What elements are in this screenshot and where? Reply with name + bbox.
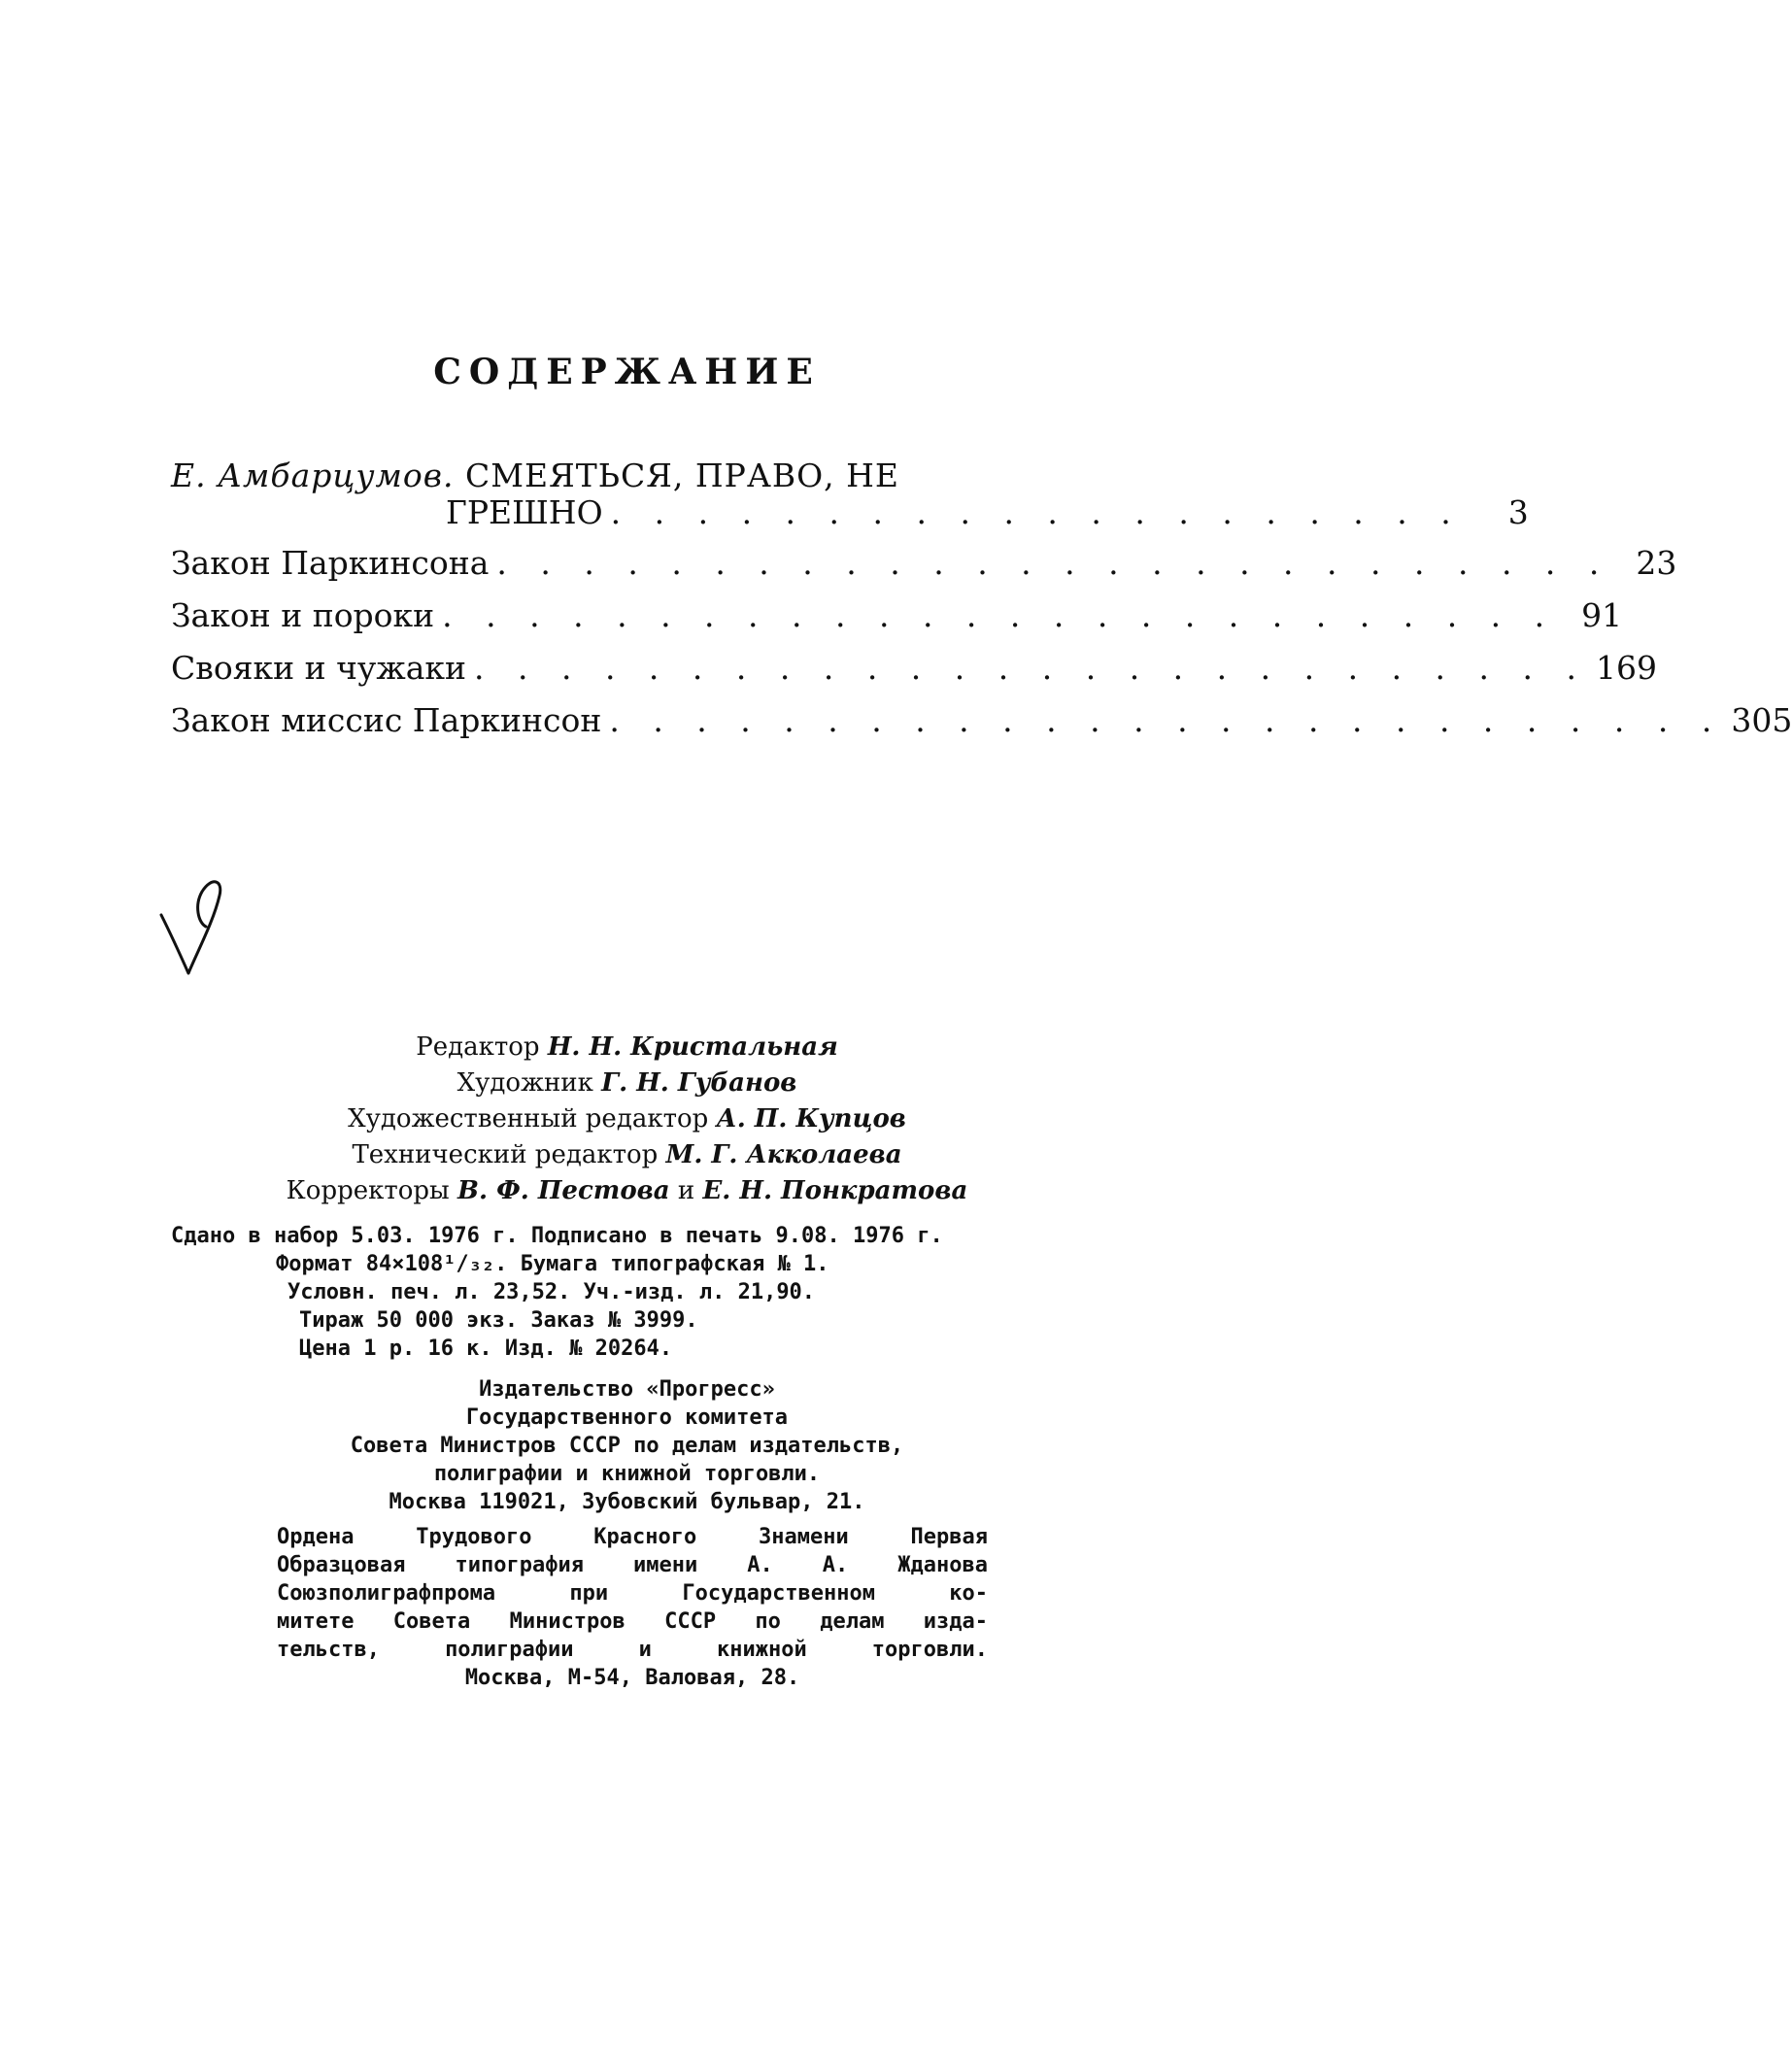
toc-entry-label: Закон и пороки — [171, 596, 435, 634]
printer-line: Ордена Трудового Красного Знамени Первая — [277, 1525, 988, 1549]
publisher-line: Издательство «Прогресс» — [479, 1377, 775, 1402]
toc-entry-page: 91 — [1581, 596, 1623, 634]
imprint-line: Условн. печ. л. 23,52. Уч.-изд. л. 21,90. — [287, 1280, 816, 1304]
toc-intro-author: Е. Амбарцумов. — [171, 457, 455, 494]
toc-entry-label: Закон Паркинсона — [171, 544, 490, 582]
imprint-line: Формат 84×108¹/₃₂. Бумага типографская № 1. — [276, 1252, 829, 1276]
table-of-contents — [171, 447, 1792, 754]
credit-correctors: Корректоры В. Ф. Пестова и Е. Н. Понкратова — [286, 1176, 968, 1205]
printer-line: Образцовая типография имени А. А. Жданова — [277, 1553, 988, 1577]
publisher-line: Москва 119021, Зубовский бульвар, 21. — [389, 1490, 865, 1514]
printer-line: митете Совета Министров СССР по делам изда- — [277, 1609, 988, 1634]
toc-entry-page: 23 — [1636, 544, 1677, 582]
toc-intro-title-line1: СМЕЯТЬСЯ, ПРАВО, НЕ — [464, 457, 900, 494]
printer-line: тельств, полиграфии и книжной торговли. — [277, 1638, 988, 1662]
toc-intro-page: 3 — [1507, 493, 1529, 531]
handwritten-mark — [155, 872, 231, 981]
publisher-line: Государственного комитета — [465, 1405, 789, 1430]
toc-leader-dots: . . . . . . . . . . . . . . . . . . . . . . . . . . — [474, 649, 1588, 687]
publisher-line: полиграфии и книжной торговли. — [433, 1462, 821, 1486]
toc-entry — [171, 544, 1677, 596]
toc-leader-dots: . . . . . . . . . . . . . . . . . . . . . . . . . . — [442, 596, 1557, 634]
toc-leader-dots: . . . . . . . . . . . . . . . . . . . . . . . . . . — [609, 701, 1724, 739]
imprint-block — [171, 1222, 1084, 1363]
toc-entry-label: Свояки и чужаки — [171, 649, 466, 687]
toc-intro-title-line2: ГРЕШНО — [446, 493, 603, 531]
toc-leader-dots: . . . . . . . . . . . . . . . . . . . . . . . . . . — [496, 544, 1611, 582]
imprint-line: Тираж 50 000 экз. Заказ № 3999. — [299, 1308, 698, 1333]
toc-entry-label: Закон миссис Паркинсон — [171, 701, 602, 739]
imprint-line: Цена 1 р. 16 к. Изд. № 20264. — [299, 1337, 673, 1361]
credit-art-editor: Художественный редактор А. П. Купцов — [348, 1104, 906, 1134]
toc-title: СОДЕРЖАНИЕ — [433, 352, 821, 392]
toc-entry-intro — [171, 447, 1529, 544]
toc-entry-page: 305 — [1731, 701, 1792, 739]
printer-line: Союзполиграфпрома при Государственном ко- — [277, 1581, 988, 1606]
credits-block — [0, 1030, 1254, 1209]
printer-block — [277, 1523, 988, 1692]
toc-entry-page: 169 — [1595, 649, 1657, 687]
imprint-line: Сдано в набор 5.03. 1976 г. Подписано в печать 9.08. 1976 г. — [171, 1224, 943, 1248]
credit-editor: Редактор Н. Н. Кристальная — [416, 1032, 838, 1062]
credit-artist: Художник Г. Н. Губанов — [456, 1068, 797, 1098]
toc-entry — [171, 649, 1657, 701]
publisher-block — [0, 1375, 1254, 1516]
toc-leader-dots: . . . . . . . . . . . . . . . . . . . . — [610, 493, 1463, 531]
credit-tech-editor: Технический редактор М. Г. Акколаева — [352, 1140, 902, 1169]
printer-line: Москва, М-54, Валовая, 28. — [464, 1666, 800, 1690]
toc-entry — [171, 701, 1792, 754]
publisher-line: Совета Министров СССР по делам издательств, — [350, 1434, 904, 1458]
toc-entry — [171, 596, 1623, 649]
